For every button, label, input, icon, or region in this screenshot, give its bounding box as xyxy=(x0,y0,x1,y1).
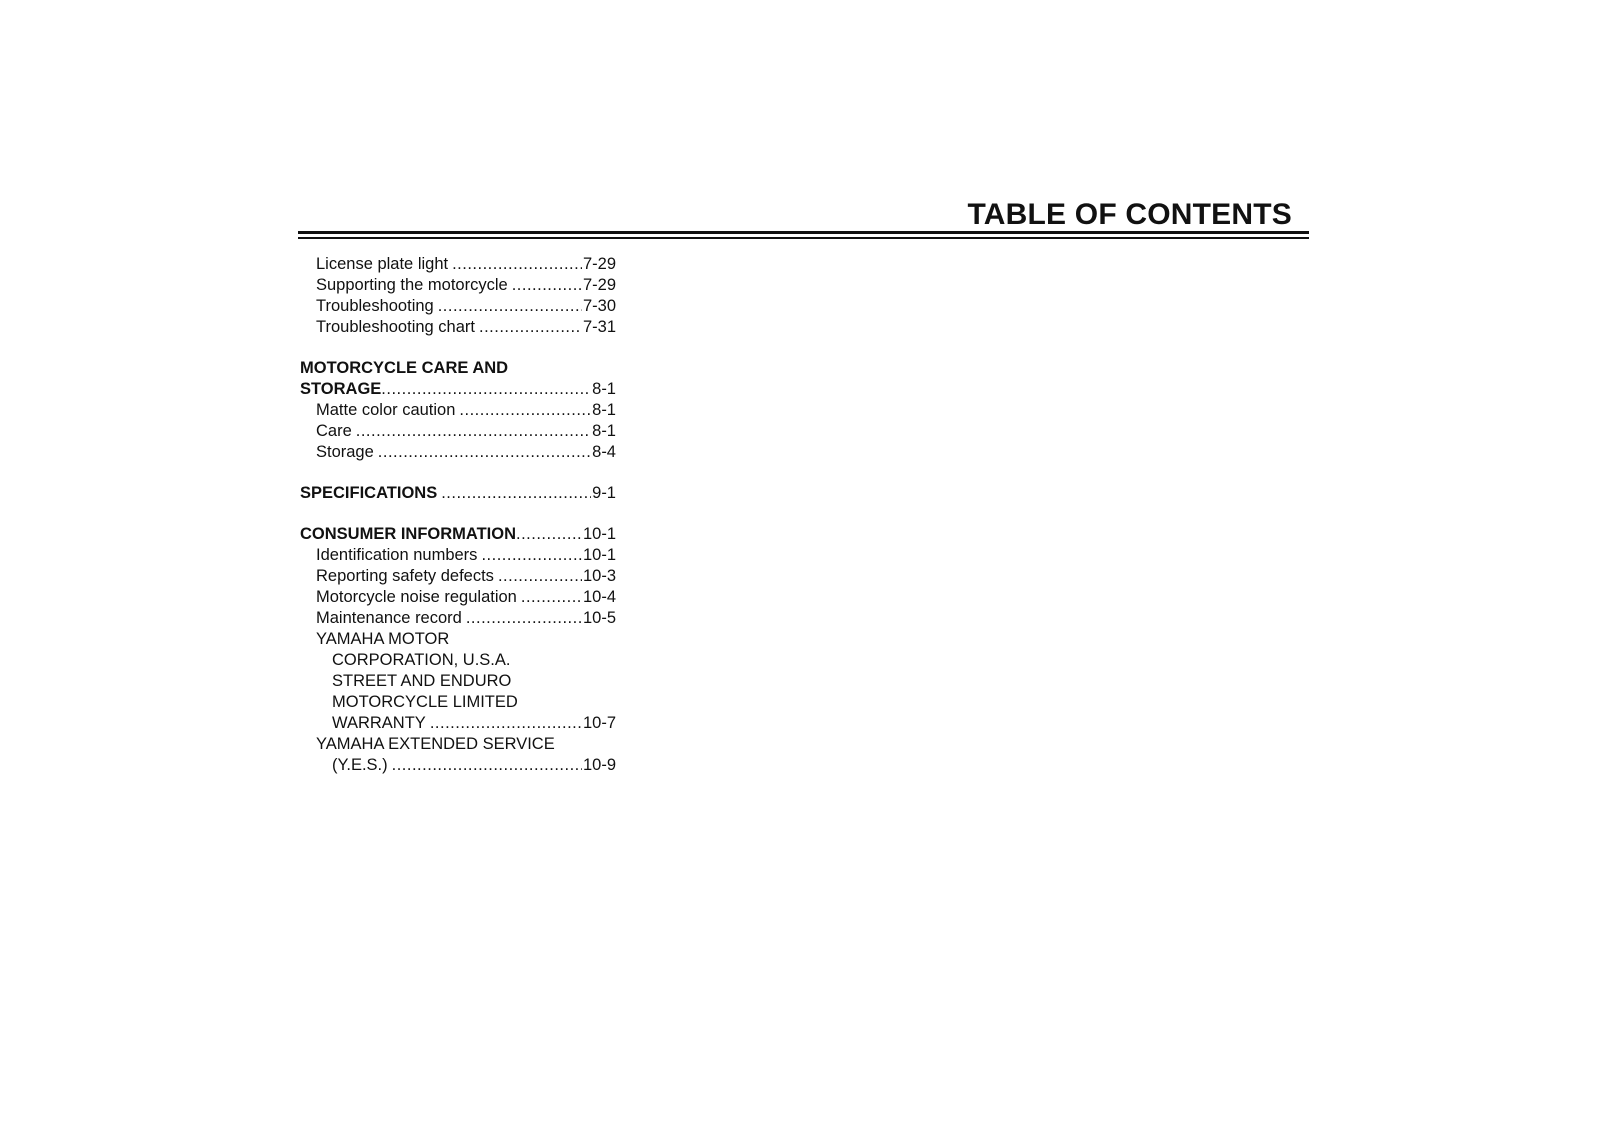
section-spacer xyxy=(300,463,616,483)
dot-leader xyxy=(521,587,582,608)
toc-page-number: 8-4 xyxy=(592,443,616,461)
dot-leader xyxy=(378,442,591,463)
toc-entry-label: CORPORATION, U.S.A. xyxy=(332,651,511,669)
toc-section-label: SPECIFICATIONS xyxy=(300,484,438,502)
toc-page-number: 7-29 xyxy=(582,276,616,294)
toc-entry-identification-numbers[interactable] xyxy=(300,545,616,566)
dot-leader xyxy=(479,317,582,338)
toc-page-number: 10-1 xyxy=(582,525,616,543)
toc-section-care-storage[interactable] xyxy=(300,379,616,400)
toc-page-number: 7-31 xyxy=(582,318,616,336)
toc-page-number: 8-1 xyxy=(592,380,616,398)
toc-section-label: STORAGE xyxy=(300,380,382,398)
title-rule-thick xyxy=(298,231,1309,234)
toc-page-number: 10-3 xyxy=(582,567,616,585)
toc-entry-warranty-line4[interactable] xyxy=(300,692,616,713)
section-spacer xyxy=(300,338,616,358)
toc-entry-label: Reporting safety defects xyxy=(316,567,494,585)
toc-entry-label: Troubleshooting xyxy=(316,297,434,315)
toc-entry-label: Storage xyxy=(316,443,374,461)
toc-entry-label: STREET AND ENDURO xyxy=(332,672,512,690)
dot-leader xyxy=(430,713,582,734)
dot-leader xyxy=(381,379,591,400)
dot-leader xyxy=(452,254,582,275)
toc-entry-label: Supporting the motorcycle xyxy=(316,276,508,294)
toc-entry-label: (Y.E.S.) xyxy=(332,756,388,774)
toc-entry-extended-service-line1[interactable] xyxy=(300,734,616,755)
toc-entry-care[interactable] xyxy=(300,421,616,442)
toc-section-specifications[interactable] xyxy=(300,483,616,504)
dot-leader xyxy=(438,296,582,317)
toc-section-care-storage-line1[interactable] xyxy=(300,358,616,379)
dot-leader xyxy=(356,421,591,442)
toc-entry-matte-color-caution[interactable] xyxy=(300,400,616,421)
page-title: TABLE OF CONTENTS xyxy=(967,198,1292,231)
dot-leader xyxy=(466,608,582,629)
toc-entry-label: WARRANTY xyxy=(332,714,426,732)
toc-entry-warranty-line1[interactable] xyxy=(300,629,616,650)
toc-entry-troubleshooting[interactable] xyxy=(300,296,616,317)
toc-entry-label: License plate light xyxy=(316,255,449,273)
toc-entry-reporting-safety-defects[interactable] xyxy=(300,566,616,587)
toc-page-number: 10-9 xyxy=(582,756,616,774)
toc-entry-warranty[interactable] xyxy=(300,713,616,734)
toc-entry-noise-regulation[interactable] xyxy=(300,587,616,608)
toc-section-label: CONSUMER INFORMATION xyxy=(300,525,517,543)
toc-entry-extended-service[interactable] xyxy=(300,755,616,776)
toc-entry-label: Care xyxy=(316,422,352,440)
toc-page-number: 10-1 xyxy=(582,546,616,564)
dot-leader xyxy=(459,400,591,421)
toc-entry-warranty-line3[interactable] xyxy=(300,671,616,692)
toc-page-number: 9-1 xyxy=(592,484,616,502)
toc-entry-label: YAMAHA MOTOR xyxy=(316,630,450,648)
table-of-contents xyxy=(300,254,616,776)
toc-entry-label: Motorcycle noise regulation xyxy=(316,588,517,606)
toc-page-number: 8-1 xyxy=(592,422,616,440)
toc-entry-maintenance-record[interactable] xyxy=(300,608,616,629)
toc-entry-label: Matte color caution xyxy=(316,401,456,419)
toc-entry-supporting-motorcycle[interactable] xyxy=(300,275,616,296)
toc-section-label: MOTORCYCLE CARE AND xyxy=(300,359,509,377)
toc-page-number: 10-5 xyxy=(582,609,616,627)
toc-section-consumer-information[interactable] xyxy=(300,524,616,545)
toc-page-number: 7-29 xyxy=(582,255,616,273)
dot-leader xyxy=(512,275,582,296)
toc-entry-label: Identification numbers xyxy=(316,546,478,564)
toc-page-number: 7-30 xyxy=(582,297,616,315)
title-rule-thin xyxy=(298,237,1309,239)
dot-leader xyxy=(441,483,591,504)
toc-entry-license-plate-light[interactable] xyxy=(300,254,616,275)
dot-leader xyxy=(498,566,582,587)
toc-entry-storage[interactable] xyxy=(300,442,616,463)
toc-entry-label: Maintenance record xyxy=(316,609,462,627)
toc-entry-label: YAMAHA EXTENDED SERVICE xyxy=(316,735,555,753)
toc-entry-label: MOTORCYCLE LIMITED xyxy=(332,693,518,711)
dot-leader xyxy=(392,755,582,776)
toc-page-number: 10-7 xyxy=(582,714,616,732)
section-spacer xyxy=(300,504,616,524)
dot-leader xyxy=(516,524,582,545)
toc-page-number: 10-4 xyxy=(582,588,616,606)
toc-page-number: 8-1 xyxy=(592,401,616,419)
toc-entry-label: Troubleshooting chart xyxy=(316,318,475,336)
toc-entry-warranty-line2[interactable] xyxy=(300,650,616,671)
dot-leader xyxy=(481,545,582,566)
toc-entry-troubleshooting-chart[interactable] xyxy=(300,317,616,338)
